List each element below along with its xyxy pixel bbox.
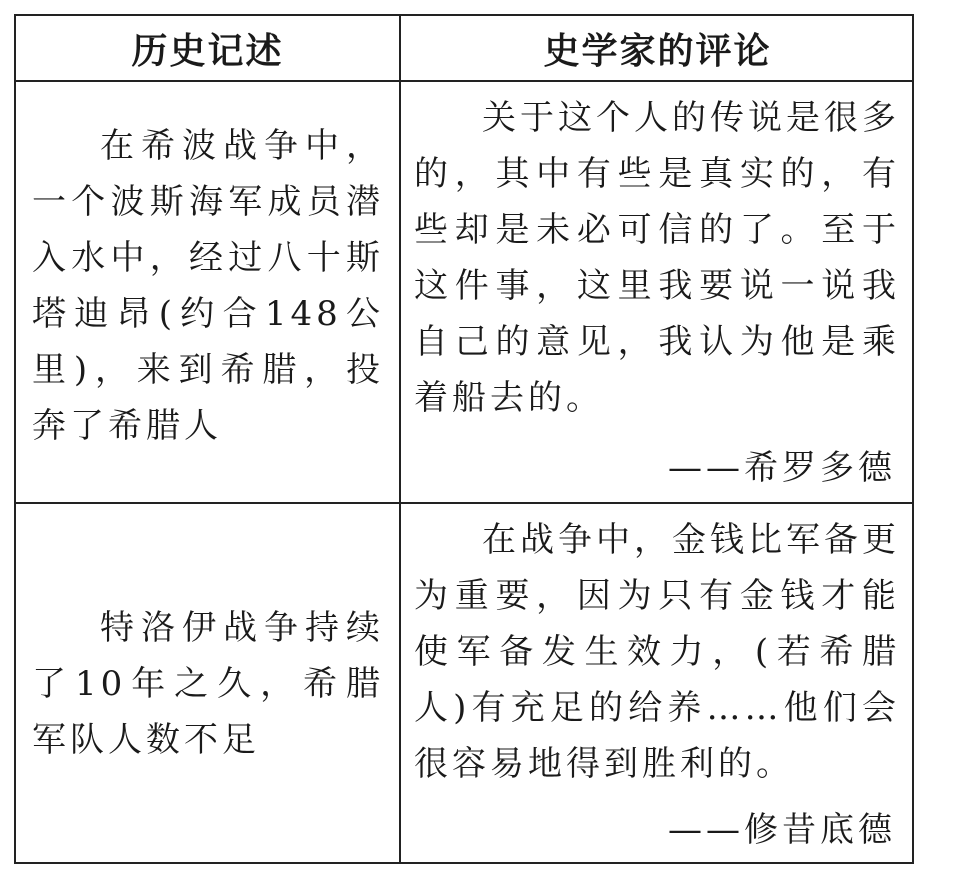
row1-author: ——希罗多德 bbox=[668, 448, 896, 488]
header-historical-record: 历史记述 bbox=[131, 30, 284, 72]
row-divider bbox=[16, 502, 912, 504]
row2-author: ——修昔底德 bbox=[668, 810, 896, 850]
header-divider bbox=[16, 80, 912, 82]
header-historian-comment: 史学家的评论 bbox=[543, 30, 772, 72]
row1-historian-comment: 关于这个人的传说是很多的，其中有些是真实的，有些却是未必可信的了。至于这件事，这里我要说一说我自己的意见，我认为他是乘着船去的。 bbox=[414, 98, 900, 418]
row2-historical-record: 特洛伊战争持续了10年之久，希腊军队人数不足 bbox=[32, 608, 384, 760]
column-divider bbox=[399, 16, 401, 862]
history-comparison-table bbox=[14, 14, 914, 864]
row1-historical-record: 在希波战争中，一个波斯海军成员潜入水中，经过八十斯塔迪昂(约合148公里)，来到希腊，投奔了希腊人 bbox=[32, 126, 384, 446]
row2-historian-comment: 在战争中，金钱比军备更为重要，因为只有金钱才能使军备发生效力，(若希腊人)有充足的给养……他们会很容易地得到胜利的。 bbox=[414, 520, 900, 784]
